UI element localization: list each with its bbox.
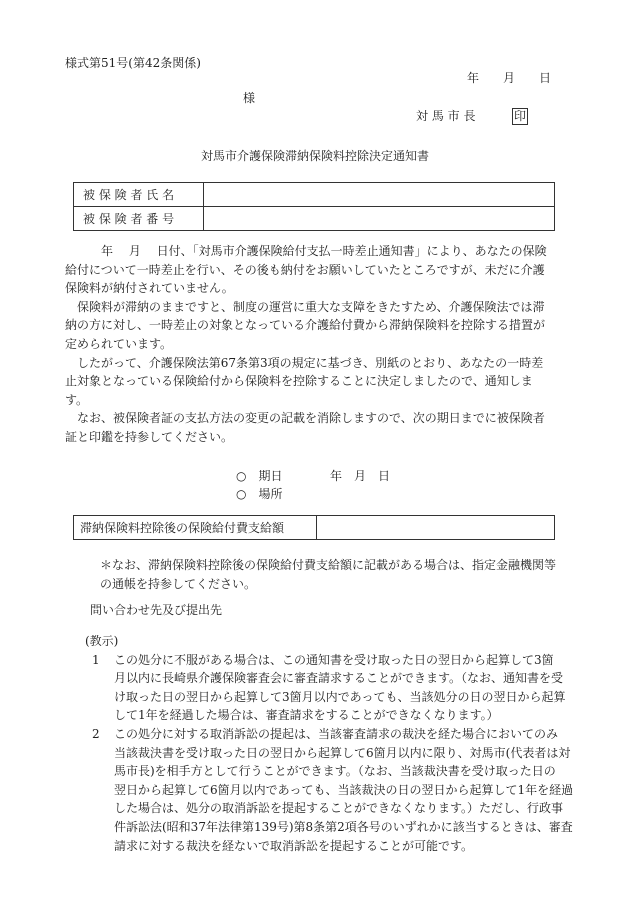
instruction-line: け取った日の翌日から起算して3箇月以内であっても、当該処分の日の翌日から起算 xyxy=(114,689,566,704)
body-text xyxy=(65,242,547,447)
paragraph-line: 保険料が滞納のままですと、制度の運営に重大な支障をきたすため、介護保険法では滞 xyxy=(65,299,545,314)
paragraph xyxy=(65,242,547,298)
paragraph-line: 納の方に対し、一時差止の対象となっている介護給付費から滞納保険料を控除する措置が xyxy=(65,318,546,333)
document-title: 対馬市介護保険滞納保険料控除決定通知書 xyxy=(201,149,430,163)
appointment-date-label: ○ 期日 xyxy=(236,469,283,483)
insured-name-label: 被 保 険 者 氏 名 xyxy=(74,183,204,207)
insured-row-number xyxy=(74,207,555,231)
instruction-line: して1年を経過した場合は、審査請求をすることができなくなります。） xyxy=(114,708,499,723)
instruction-line: した場合は、処分の取消訴訟を提起することができなくなります。）ただし、行政事 xyxy=(114,801,564,816)
contact-heading: 問い合わせ先及び提出先 xyxy=(90,603,223,617)
note-line: ＊なお、滞納保険料控除後の保険給付費支給額に記載がある場合は、指定金融機関等 xyxy=(100,558,557,572)
seal-stamp xyxy=(512,107,528,125)
instruction-line: この処分に対する取消訴訟の提起は、当該審査請求の裁決を経た場合においてのみ xyxy=(114,726,559,741)
paragraph-line: 証と印鑑を持参してください。 xyxy=(65,429,234,444)
instruction-number: 1 xyxy=(92,652,100,667)
insured-table xyxy=(73,182,555,231)
instruction-item xyxy=(85,725,573,855)
paragraph xyxy=(65,298,547,354)
instruction-number: 2 xyxy=(92,726,100,741)
paragraph-line: す。 xyxy=(65,392,89,407)
addressee-honorific: 様 xyxy=(243,91,256,105)
appointment-date-value: 年 月 日 xyxy=(330,469,391,483)
paragraph-line: 年 月 日付、「対馬市介護保険給付支払一時差止通知書」により、あなたの保険 xyxy=(65,244,547,258)
instruction-line: 請求に対する裁決を経ないで取消訴訟を提起することが可能です。 xyxy=(114,838,474,853)
payment-table xyxy=(73,515,555,540)
note xyxy=(100,556,556,593)
payment-amount-field[interactable] xyxy=(317,516,555,540)
issuer-name: 対 馬 市 長 xyxy=(416,109,476,123)
instruction-line: 当該裁決書を受け取った日の翌日から起算して6箇月以内に限り、対馬市(代表者は対 xyxy=(114,745,571,760)
paragraph-line: したがって、介護保険法第67条第3項の規定に基づき、別紙のとおり、あなたの一時差 xyxy=(65,355,544,370)
instruction-line: 翌日から起算して6箇月以内であっても、当該裁決の日の翌日から起算して1年を経過 xyxy=(114,782,574,797)
insured-number-label: 被 保 険 者 番 号 xyxy=(74,207,204,231)
form-number: 様式第51号(第42条関係) xyxy=(65,56,201,70)
insured-row-name xyxy=(74,183,555,207)
issue-date: 年 月 日 xyxy=(467,71,552,85)
paragraph xyxy=(65,354,547,410)
appointment-place-label: ○ 場所 xyxy=(236,487,283,501)
paragraph xyxy=(65,409,547,446)
instruction-line: 馬市長)を相手方として行うことができます。（なお、当該裁決書を受け取った日の xyxy=(114,764,556,779)
paragraph-line: 定められています。 xyxy=(65,336,173,351)
instruction-item xyxy=(85,651,573,725)
instruction-line: 件訴訟法(昭和37年法律第139号)第8条第2項各号のいずれかに該当するときは、審査 xyxy=(114,819,573,834)
paragraph-line: 給付について一時差止を行い、その後も納付をお願いしていたところですが、未だに介護 xyxy=(65,262,545,277)
paragraph-line: なお、被保険者証の支払方法の変更の記載を消除しますので、次の期日までに被保険者 xyxy=(65,411,545,426)
instruction-line: 月以内に長崎県介護保険審査会に審査請求することができます。（なお、通知書を受 xyxy=(114,671,564,686)
seal-mark: 印 xyxy=(514,109,527,123)
payment-row xyxy=(74,516,555,540)
appeal-instructions xyxy=(85,632,573,855)
insured-name-field[interactable] xyxy=(204,183,555,207)
insured-number-field[interactable] xyxy=(204,207,555,231)
paragraph-line: 保険料が納付されていません。 xyxy=(65,281,234,296)
paragraph-line: 止対象となっている保険給付から保険料を控除することに決定しましたので、通知しま xyxy=(65,374,533,389)
note-line: の通帳を持参してください。 xyxy=(100,576,257,591)
instruction-line: この処分に不服がある場合は、この通知書を受け取った日の翌日から起算して3箇 xyxy=(114,652,554,667)
payment-label: 滞納保険料控除後の保険給付費支給額 xyxy=(74,516,317,540)
instructions-heading: (教示) xyxy=(85,634,119,648)
